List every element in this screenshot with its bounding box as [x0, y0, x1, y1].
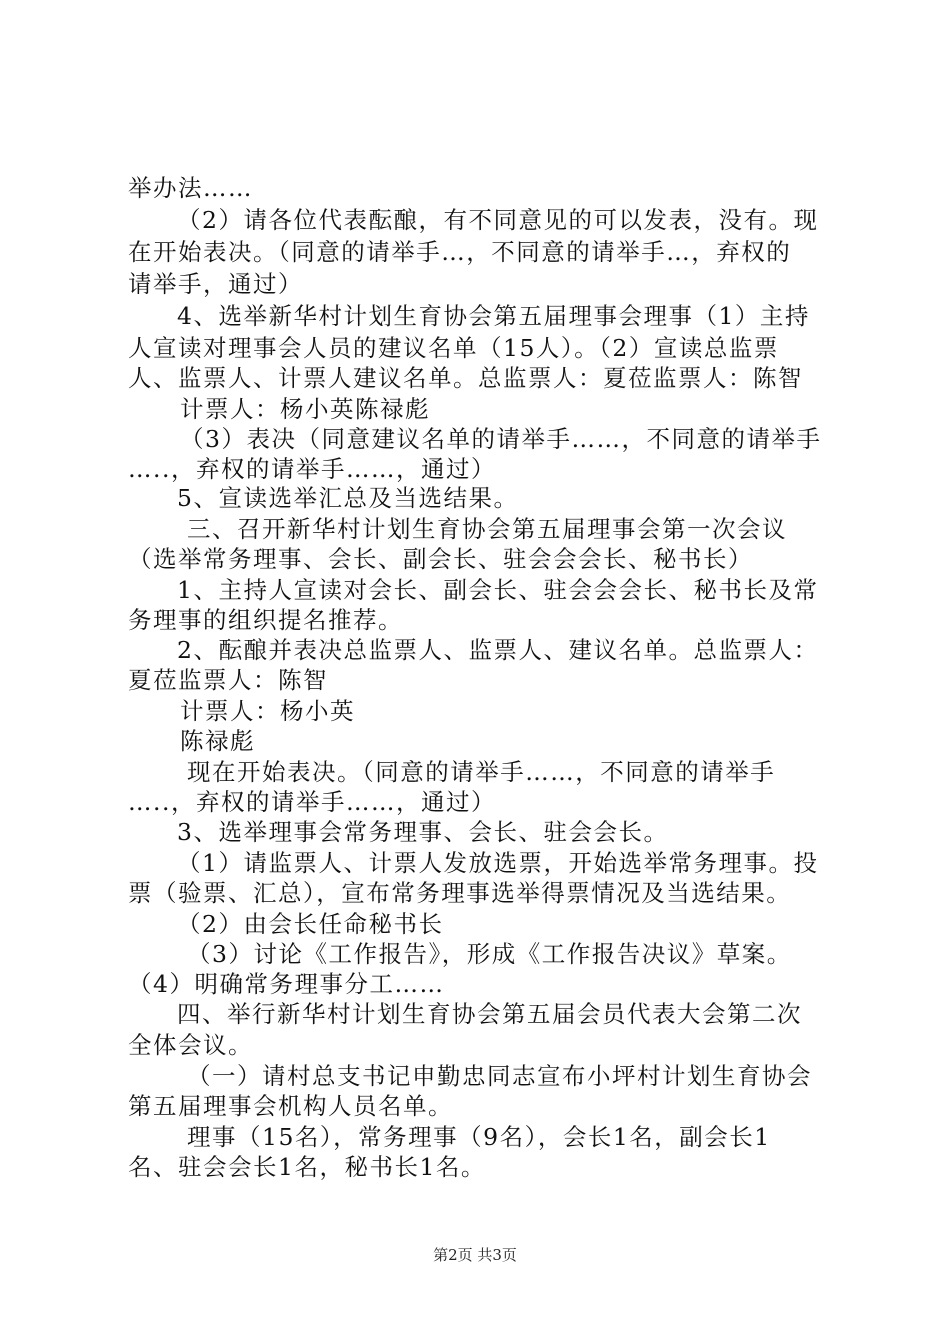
text-line: 务理事的组织提名推荐。: [128, 606, 403, 634]
text-line: （2）由会长任命秘书长: [177, 910, 444, 938]
text-line: 请举手，通过）: [128, 270, 303, 298]
text-line: 票（验票、汇总），宣布常务理事选举得票情况及当选结果。: [128, 879, 792, 907]
text-line: 第五届理事会机构人员名单。: [128, 1092, 453, 1120]
text-line: （4）明确常务理事分工……: [128, 970, 445, 998]
text-line: 举办法……: [128, 174, 253, 202]
text-line: 3、选举理事会常务理事、会长、驻会会长。: [177, 818, 669, 846]
text-line: （2）请各位代表酝酿，有不同意见的可以发表，没有。现: [177, 206, 819, 234]
text-line: （3）讨论《工作报告》，形成《工作报告决议》草案。: [187, 940, 792, 968]
text-line: 陈禄彪: [180, 727, 255, 755]
text-line: 2、酝酿并表决总监票人、监票人、建议名单。总监票人：: [177, 636, 819, 664]
text-line: 5、宣读选举汇总及当选结果。: [177, 484, 519, 512]
text-line: 4、选举新华村计划生育协会第五届理事会理事（1）主持: [177, 302, 810, 330]
text-line: …..，弃权的请举手……，通过）: [128, 455, 496, 483]
section-heading: 三、召开新华村计划生育协会第五届理事会第一次会议: [187, 515, 787, 543]
text-line: 名、驻会会长1名，秘书长1名。: [128, 1153, 486, 1181]
text-line: （3）表决（同意建议名单的请举手……，不同意的请举手: [180, 425, 822, 453]
text-line: 在开始表决。（同意的请举手…，不同意的请举手…，弃权的: [128, 238, 792, 266]
text-line: 现在开始表决。（同意的请举手……，不同意的请举手: [187, 758, 776, 786]
text-line: 人宣读对理事会人员的建议名单（15人）。（2）宣读总监票: [128, 334, 779, 362]
text-line: （一）请村总支书记申勤忠同志宣布小坪村计划生育协会: [187, 1062, 812, 1090]
text-line: （1）请监票人、计票人发放选票，开始选举常务理事。投: [177, 849, 819, 877]
text-line: 计票人：杨小英陈禄彪: [180, 395, 430, 423]
section-heading: 四、举行新华村计划生育协会第五届会员代表大会第二次: [177, 1000, 802, 1028]
text-line: 理事（15名），常务理事（9名），会长1名，副会长1: [187, 1123, 771, 1151]
text-line: （选举常务理事、会长、副会长、驻会会会长、秘书长）: [128, 545, 753, 573]
text-line: 人、监票人、计票人建议名单。总监票人：夏莅监票人：陈智: [128, 364, 803, 392]
text-line: …..，弃权的请举手……，通过）: [128, 788, 496, 816]
page-number-footer: 第2页 共3页: [433, 1246, 517, 1264]
text-line: 计票人：杨小英: [180, 697, 355, 725]
text-line: 夏莅监票人：陈智: [128, 666, 328, 694]
text-line: 1、主持人宣读对会长、副会长、驻会会会长、秘书长及常: [177, 576, 819, 604]
text-line: 全体会议。: [128, 1031, 253, 1059]
